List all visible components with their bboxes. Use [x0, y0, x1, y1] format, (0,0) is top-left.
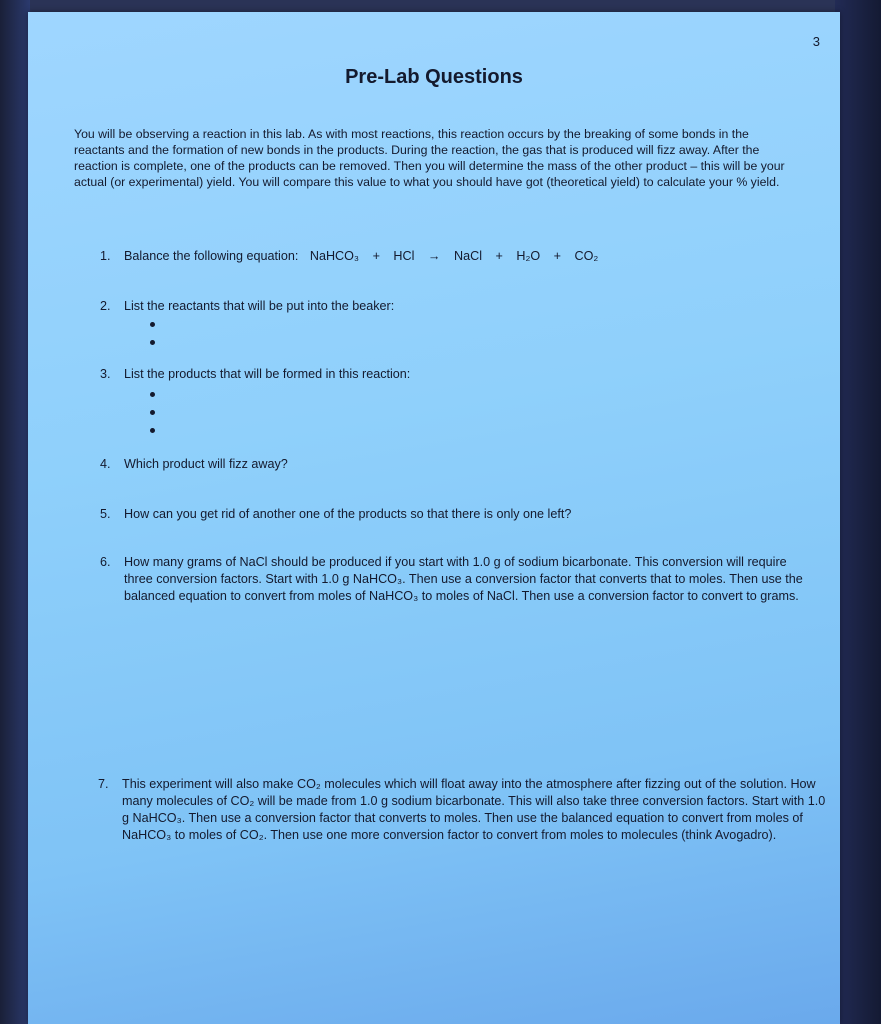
question-number: 1.: [100, 249, 111, 263]
question-7: [98, 776, 834, 844]
question-number: 4.: [100, 457, 111, 471]
question-text: Which product will fizz away?: [124, 457, 288, 471]
question-number: 6.: [100, 555, 111, 569]
question-text: Balance the following equation:: [124, 249, 299, 263]
equation-reactant-1: NaHCO₃: [309, 249, 360, 263]
answer-bullet: [150, 322, 155, 327]
question-number: 5.: [100, 507, 111, 521]
equation-product-2: H₂O: [516, 249, 541, 263]
question-text: How many grams of NaCl should be produced if you start with 1.0 g of sodium bicarbonate. This conversion will require three conversion factors. Start with 1.0 g NaHCO₃. Then use a conversion factor that converts that to moles. Then use the balanced equation to convert from moles of NaHCO₃ to moles of NaCl. Then use a conversion factor to convert to grams.: [124, 555, 803, 603]
answer-bullet: [150, 340, 155, 345]
worksheet-page: [28, 12, 840, 1024]
question-4: [100, 456, 764, 473]
background-left: [0, 0, 30, 1024]
question-text: List the products that will be formed in this reaction:: [124, 367, 411, 381]
equation-reactant-2: HCl: [393, 249, 415, 263]
question-number: 2.: [100, 299, 111, 313]
equation-product-1: NaCl: [454, 249, 483, 263]
question-3: [100, 366, 764, 383]
intro-paragraph: You will be observing a reaction in this lab. As with most reactions, this reaction occurs by the breaking of some bonds in the reactants and the formation of new bonds in the products. During the reaction, the gas that is produced will fizz away. After the reaction is complete, one of the products can be removed. Then you will determine the mass of the other product – this will be your actual (or experimental) yield. You will compare this value to what you should have got (theoretical yield) to calculate your % yield.: [74, 127, 785, 189]
question-text: How can you get rid of another one of the products so that there is only one left?: [124, 507, 572, 521]
answer-bullet: [150, 428, 155, 433]
equation-product-3: CO₂: [574, 249, 599, 263]
equation-arrow: →: [427, 249, 441, 263]
question-text: List the reactants that will be put into the beaker:: [124, 299, 395, 313]
equation-plus: +: [553, 249, 562, 263]
page-title: Pre-Lab Questions: [345, 66, 523, 88]
question-1: [100, 248, 764, 265]
question-6: [100, 554, 804, 605]
answer-bullet: [150, 392, 155, 397]
answer-bullet: [150, 410, 155, 415]
question-5: [100, 506, 764, 523]
chemical-equation: [310, 248, 608, 265]
equation-plus: +: [372, 249, 380, 263]
equation-plus: +: [495, 249, 503, 263]
question-number: 3.: [100, 367, 111, 381]
page-number: 3: [812, 34, 820, 49]
question-text: This experiment will also make CO₂ molecules which will float away into the atmosphere after fizzing out of the solution. How many molecules of CO₂ will be made from 1.0 g sodium bicarbonate. This will also take three conversion factors. Start with 1.0 g NaHCO₃. Then use a conversion factor that converts to moles. Then use the balanced equation to convert from moles of NaHCO₃ to moles of CO₂. Then use one more conversion factor to convert from moles to molecules (think Avogadro).: [122, 777, 826, 842]
question-2: [100, 298, 764, 315]
background-right: [835, 0, 881, 1024]
question-number: 7.: [98, 777, 109, 791]
